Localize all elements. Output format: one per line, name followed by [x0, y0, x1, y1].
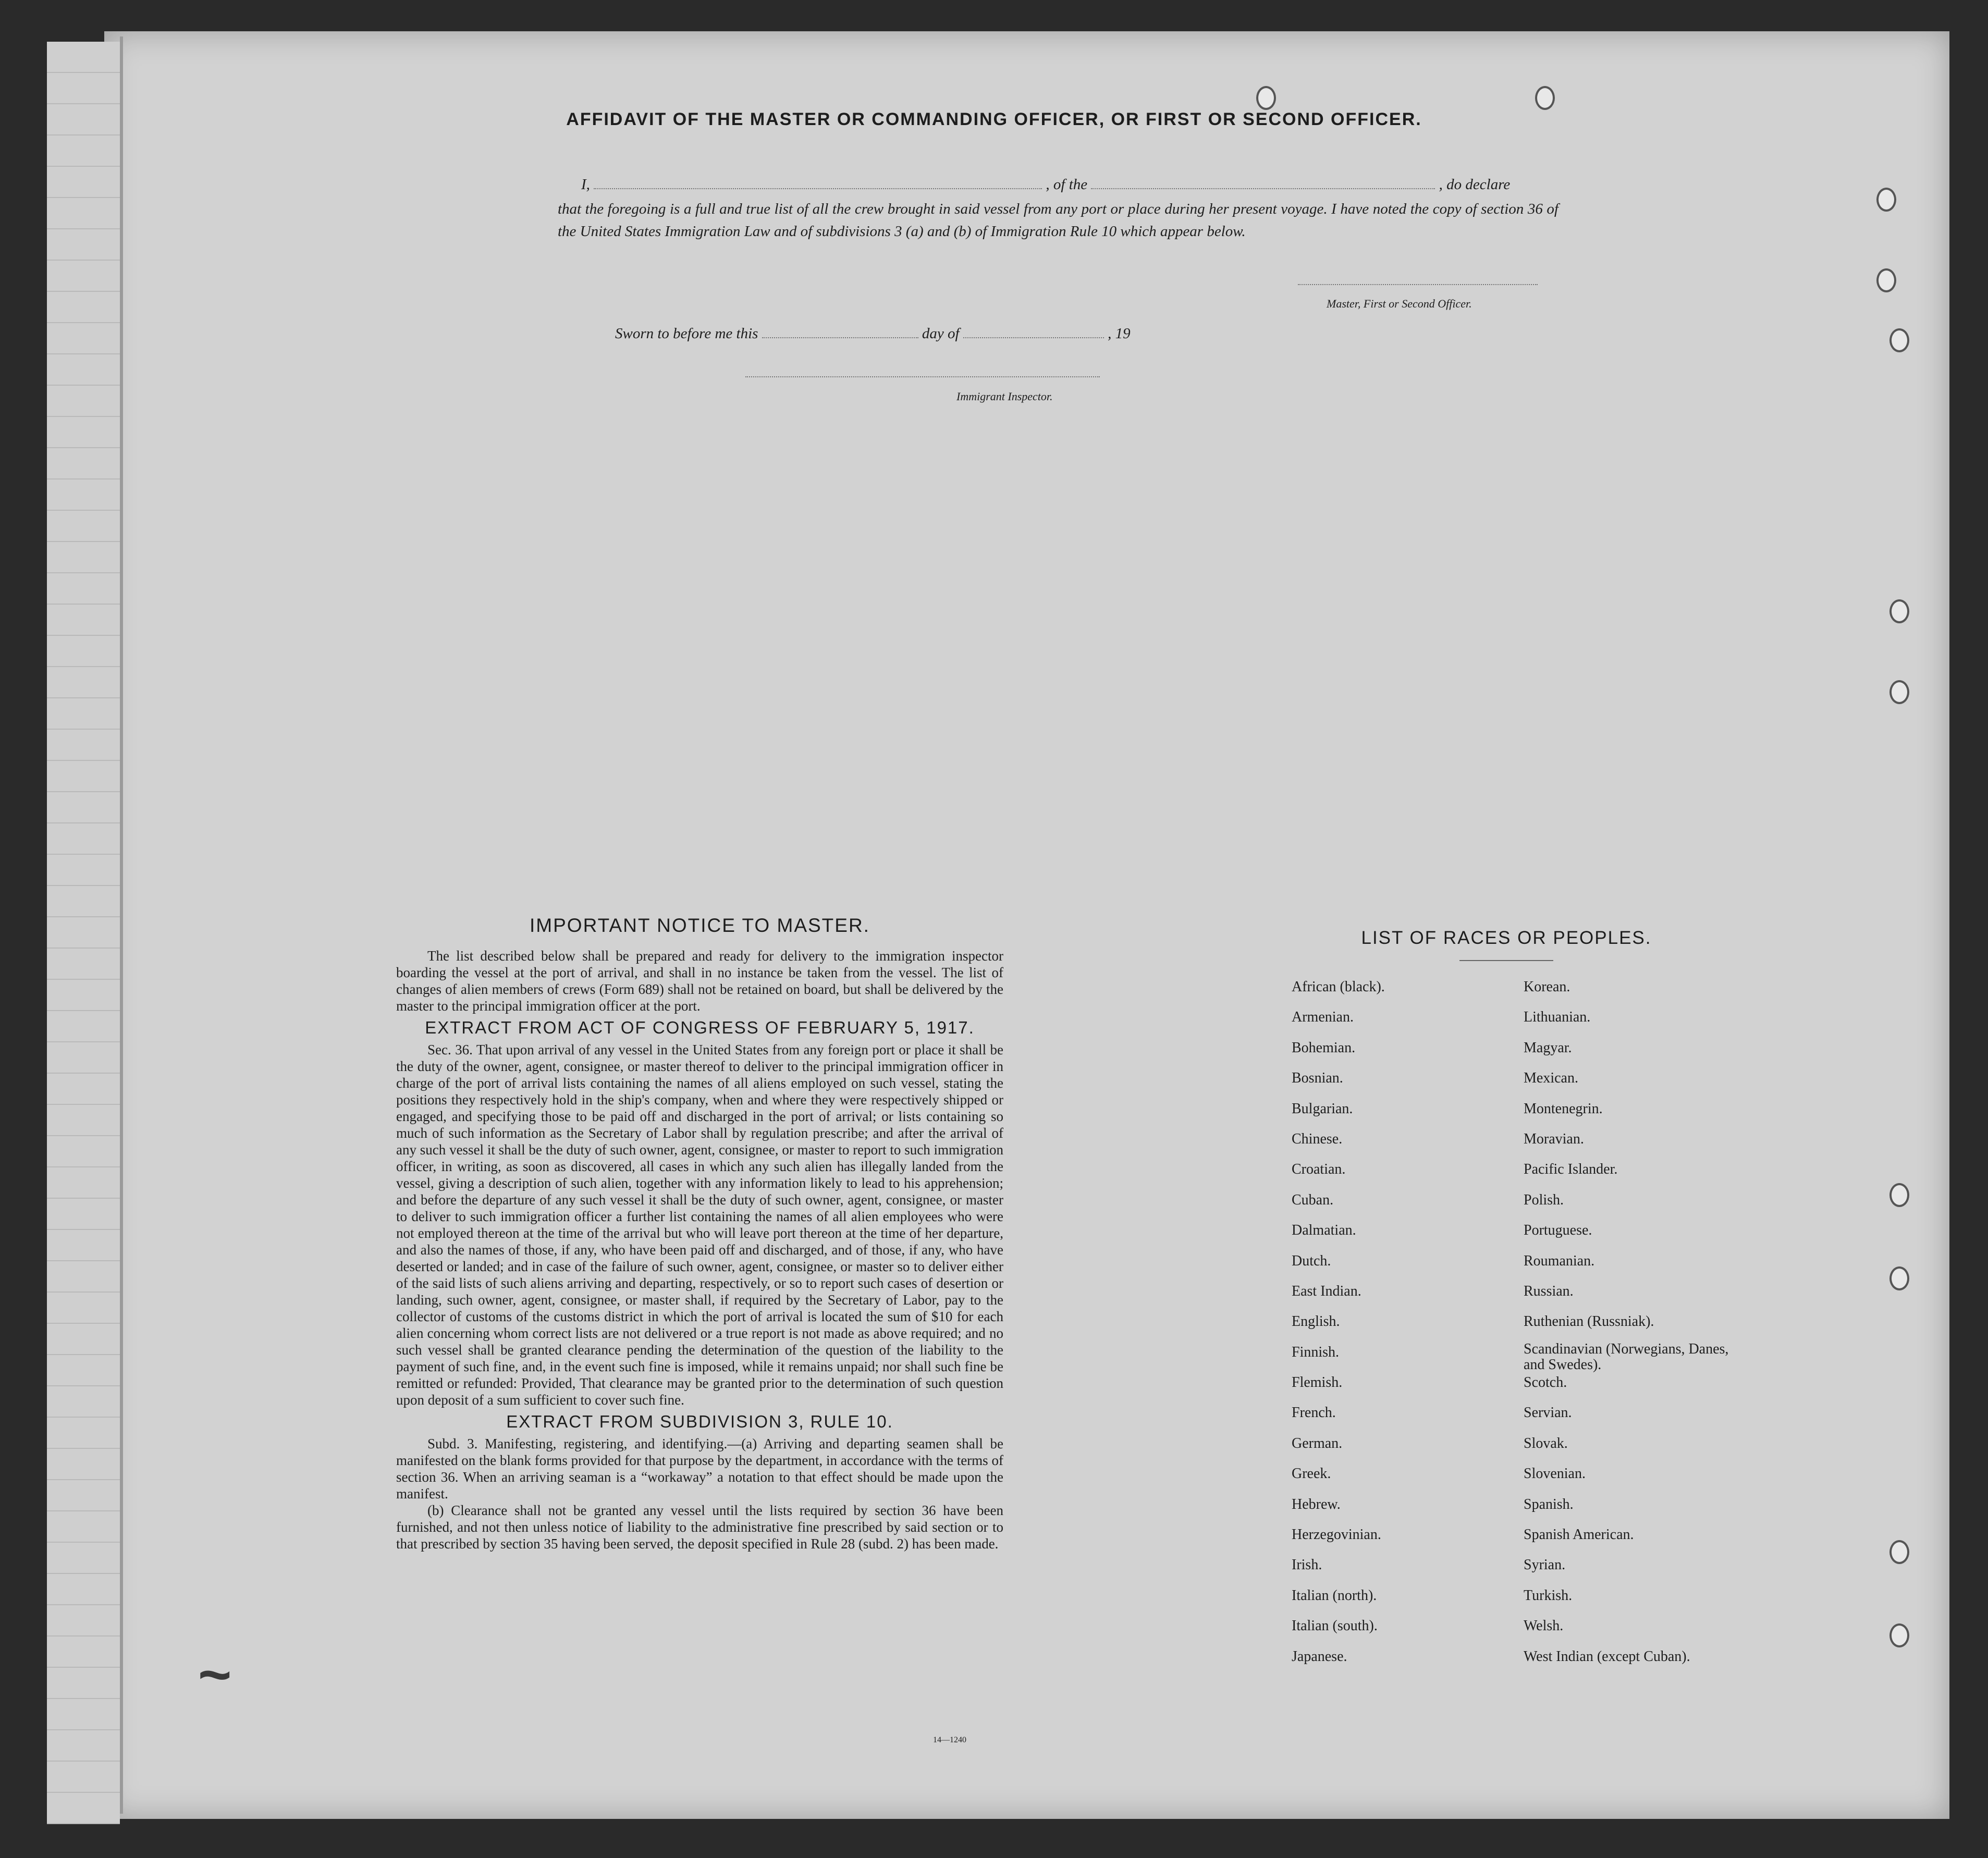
race-item: Italian (north).: [1292, 1587, 1377, 1604]
ledger-ruling: [47, 42, 120, 1824]
race-item: Roumanian.: [1524, 1252, 1595, 1269]
punch-hole: [1876, 268, 1896, 292]
month-blank[interactable]: [963, 337, 1104, 338]
race-item: Slovak.: [1524, 1435, 1568, 1451]
race-item: Russian.: [1524, 1283, 1574, 1299]
race-item: Spanish American.: [1524, 1527, 1634, 1543]
race-item: Chinese.: [1292, 1130, 1343, 1147]
races-right-column: [1524, 972, 1742, 1672]
master-signature-blank[interactable]: [1298, 284, 1538, 285]
race-item: Greek.: [1292, 1466, 1331, 1482]
page-binding: [120, 36, 123, 1814]
punch-hole: [1535, 86, 1555, 110]
day-blank[interactable]: [762, 337, 918, 338]
races-left-column: [1292, 972, 1385, 1672]
races-title: LIST OF RACES OR PEOPLES.: [1361, 928, 1652, 948]
race-item: Cuban.: [1292, 1191, 1334, 1208]
extract-act-text: Sec. 36. That upon arrival of any vessel in the United States from any foreign port or place it shall be the duty of the owner, agent, consignee, or master thereof to deliver to the principal immigration officer in charge of the port of arrival lists containing the names of all aliens employed on such vessel, stating the positions they respectively hold in the ship's company, when and where they were respectively shipped or engaged, and specifying those to be paid off and discharged in the port of arrival; or lists containing so much of such information as the Secretary of Labor shall by regulation prescribe; and after the arrival of any such vessel it shall be the duty of such owner, agent, consignee, or master to report to such immigration officer, in writing, as soon as discovered, all cases in which any such alien has illegally landed from the vessel, giving a description of such alien, together with any information likely to lead to his apprehension; and before the departure of any such vessel it shall be the duty of such owner, agent, consignee, or master to deliver to such immigration officer a further list containing the names of all alien employees who were not employed thereon at the time of the arrival but who will leave port thereon at the time of her departure, and also the names of those, if any, who have been paid off and discharged, and of those, if any, who have deserted or landed; and in case of the failure of such owner, agent, consignee, or master so to deliver either of the said lists of such aliens arriving and departing, respectively, or so to report such cases of desertion or landing, such owner, agent, consignee, or master shall, if required by the Secretary of Labor, pay to the collector of customs of the customs district in which the port of arrival is located the sum of $10 for each alien concerning whom correct lists are not delivered or a true report is not made as above required; and no such vessel shall be granted clearance pending the determination of the question of the liability to the payment of such fine, and, in the event such fine is imposed, while it remains unpaid; nor shall such fine be remitted or refunded: Provided, That clearance may be granted prior to the determination of such question upon deposit of a sum sufficient to cover such fine.: [396, 1042, 1003, 1408]
day-of-label: day of: [922, 325, 960, 342]
race-item: Mexican.: [1524, 1070, 1578, 1087]
race-item: Korean.: [1524, 979, 1570, 995]
year-label: , 19: [1108, 325, 1131, 342]
inspector-signature-blank[interactable]: [745, 376, 1100, 377]
declare-label: , do declare: [1439, 176, 1511, 193]
punch-hole: [1889, 1266, 1909, 1290]
race-item: Moravian.: [1524, 1130, 1584, 1147]
race-item: Portuguese.: [1524, 1222, 1592, 1239]
affidavit-body: that the foregoing is a full and true list of all the crew brought in said vessel from any port or place during her present voyage. I have noted the copy of section 36 of the United States Immigration Law and of subdivisions 3 (a) and (b) of Immigration Rule 10 which appear below.: [558, 201, 1559, 240]
race-item: Spanish.: [1524, 1496, 1574, 1512]
race-item: Croatian.: [1292, 1161, 1346, 1178]
notice-section: [396, 917, 1003, 1552]
affidavit-name-line: [581, 176, 1510, 193]
punch-hole: [1889, 1540, 1909, 1564]
mark-glyph: ~: [198, 1643, 232, 1707]
race-item: Scandinavian (Norwegians, Danes, and Swedes).: [1524, 1340, 1729, 1373]
notice-text: The list described below shall be prepared and ready for delivery to the immigration inspector boarding the vessel at the port of arrival, and shall in no instance be taken from the vessel. The list of changes of alien members of crews (Form 689) shall not be retained on board, but shall be delivered by the master to the principal immigration officer at the port.: [396, 948, 1003, 1014]
extract-rule-para-a: Subd. 3. Manifesting, registering, and identifying.—(a) Arriving and departing seamen shall be manifested on the blank forms provided for that purpose by the department, in accordance with the terms of section 36. When an arriving seaman is a “workaway” a notation to that effect should be made upon the manifest.: [396, 1436, 1003, 1502]
race-item: Dutch.: [1292, 1252, 1331, 1269]
handwritten-marks: [198, 1642, 313, 1772]
sworn-label: Sworn to before me this: [615, 325, 758, 342]
race-item: Ruthenian (Russniak).: [1524, 1313, 1654, 1330]
race-item: Finnish.: [1292, 1344, 1340, 1360]
race-item: Slovenian.: [1524, 1466, 1586, 1482]
extract-rule-para-b: (b) Clearance shall not be granted any vessel until the lists required by section 36 have been furnished, and not then unless notice of liability to the administrative fine prescribed by said section or to that prescribed by section 35 having been served, the deposit specified in Rule 28 (subd. 2) has been made.: [396, 1503, 1003, 1552]
punch-hole: [1889, 1623, 1909, 1647]
race-item: Servian.: [1524, 1405, 1572, 1421]
punch-hole: [1876, 188, 1896, 212]
form-number: 14—1240: [933, 1736, 966, 1744]
race-item: Bohemian.: [1292, 1039, 1356, 1056]
punch-hole: [1889, 680, 1909, 704]
race-item: Magyar.: [1524, 1039, 1572, 1056]
race-item: Japanese.: [1292, 1648, 1347, 1665]
race-item: West Indian (except Cuban).: [1524, 1648, 1690, 1665]
race-item: Dalmatian.: [1292, 1222, 1356, 1239]
race-item: Turkish.: [1524, 1587, 1573, 1604]
races-title-rule: [1459, 960, 1553, 961]
name-blank[interactable]: [594, 188, 1042, 189]
race-item: Pacific Islander.: [1524, 1161, 1618, 1178]
vessel-blank[interactable]: [1091, 188, 1435, 189]
race-item: Irish.: [1292, 1557, 1322, 1573]
race-item: Flemish.: [1292, 1374, 1343, 1391]
punch-hole: [1889, 328, 1909, 352]
race-item: Bosnian.: [1292, 1070, 1343, 1087]
race-item: Hebrew.: [1292, 1496, 1341, 1512]
race-item: Polish.: [1524, 1191, 1564, 1208]
i-label: I,: [581, 176, 590, 193]
master-signature-label: Master, First or Second Officer.: [1327, 297, 1472, 310]
race-item: Herzegovinian.: [1292, 1527, 1381, 1543]
punch-hole: [1889, 599, 1909, 623]
punch-hole: [1256, 86, 1276, 110]
race-item: Scotch.: [1524, 1374, 1567, 1391]
notice-title: IMPORTANT NOTICE TO MASTER.: [530, 915, 870, 936]
inspector-label: Immigrant Inspector.: [956, 390, 1053, 403]
race-item: Bulgarian.: [1292, 1100, 1353, 1117]
race-item: French.: [1292, 1405, 1336, 1421]
race-item: Italian (south).: [1292, 1618, 1378, 1634]
race-item: English.: [1292, 1313, 1340, 1330]
race-item: Welsh.: [1524, 1618, 1564, 1634]
race-item: Syrian.: [1524, 1557, 1566, 1573]
extract-act-title: EXTRACT FROM ACT OF CONGRESS OF FEBRUARY 5, 1917.: [425, 1018, 975, 1037]
race-item: East Indian.: [1292, 1283, 1361, 1299]
race-item: African (black).: [1292, 979, 1385, 995]
race-item: Armenian.: [1292, 1009, 1354, 1026]
race-item: Lithuanian.: [1524, 1009, 1591, 1026]
of-the-label: , of the: [1046, 176, 1088, 193]
affidavit-title: AFFIDAVIT OF THE MASTER OR COMMANDING OFFICER, OR FIRST OR SECOND OFFICER.: [566, 109, 1422, 129]
sworn-line: [615, 325, 1131, 342]
race-item: German.: [1292, 1435, 1343, 1451]
extract-rule-title: EXTRACT FROM SUBDIVISION 3, RULE 10.: [506, 1412, 893, 1431]
punch-hole: [1889, 1183, 1909, 1207]
race-item: Montenegrin.: [1524, 1100, 1603, 1117]
